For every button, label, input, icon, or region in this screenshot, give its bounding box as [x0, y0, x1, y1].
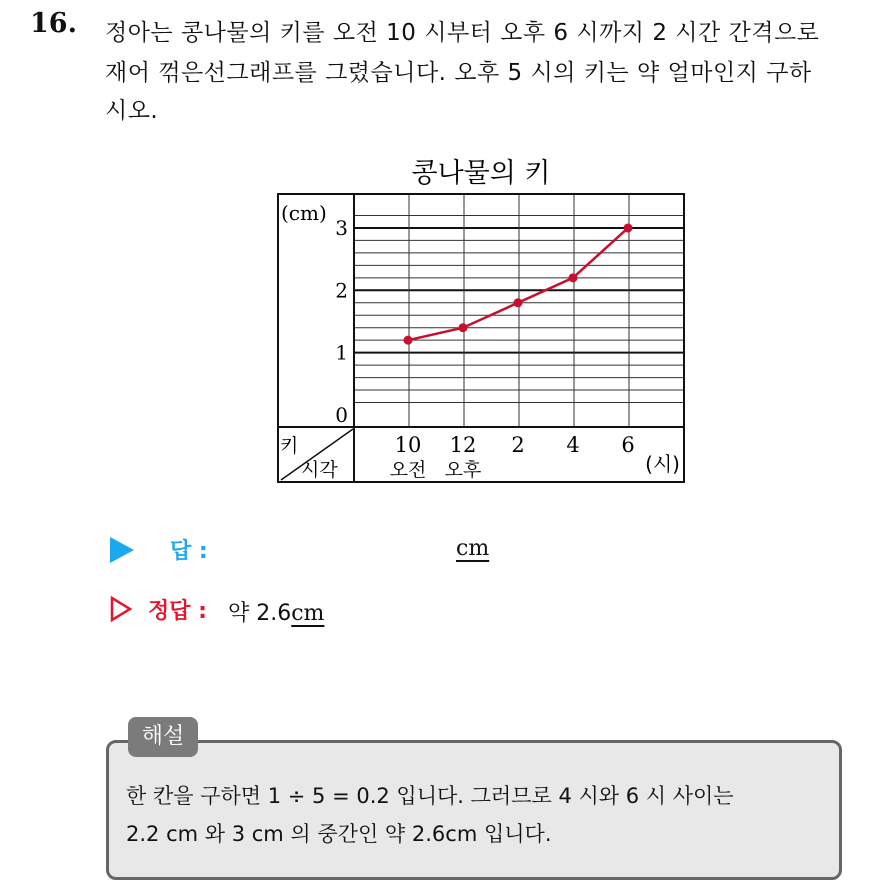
chart-title: 콩나물의 키 [411, 158, 551, 189]
solution-value [228, 596, 324, 627]
answer-label: 답 : [170, 539, 208, 564]
explanation-line: 한 칸을 구하면 1 ÷ 5 = 0.2 입니다. 그러므로 4 시와 6 시 사이는 [126, 784, 734, 808]
question-text-line: 재어 꺾은선그래프를 그렸습니다. 오후 5 시의 키는 약 얼마인지 구하 [105, 60, 812, 86]
corner-label-time: 시각 [301, 459, 338, 481]
data-point [624, 223, 633, 232]
x-tick-label: 12 [449, 433, 477, 457]
x-tick-sublabel: 오후 [444, 459, 482, 481]
play-triangle-icon [110, 537, 134, 563]
y-tick-label: 1 [335, 340, 348, 365]
corner-label-height: 키 [280, 435, 299, 457]
x-tick-label: 10 [394, 433, 422, 457]
solution-label: 정답 : [148, 599, 207, 624]
y-tick-label: 2 [335, 278, 348, 303]
data-point [459, 323, 468, 332]
y-axis-unit: (cm) [281, 201, 327, 225]
data-point [569, 273, 578, 282]
y-tick-label: 0 [335, 403, 348, 427]
explanation-box [106, 740, 842, 880]
question-text-line: 시오. [105, 98, 159, 124]
series-line [408, 228, 628, 340]
outline-triangle-icon [110, 596, 132, 622]
solution-text: 약 2.6 [228, 601, 292, 626]
explanation-line: 2.2 cm 와 3 cm 의 중간인 약 2.6cm 입니다. [126, 822, 552, 846]
x-tick-label: 6 [621, 433, 635, 457]
solution-unit: cm [291, 601, 325, 626]
question-number: 16. [30, 8, 77, 39]
data-point [404, 336, 413, 345]
x-tick-sublabel: 오전 [389, 459, 427, 481]
x-axis-unit: (시) [645, 452, 680, 476]
explanation-tab: 해설 [128, 717, 198, 757]
data-point [514, 298, 523, 307]
x-tick-label: 4 [566, 433, 580, 457]
question-text-line: 정아는 콩나물의 키를 오전 10 시부터 오후 6 시까지 2 시간 간격으로 [105, 20, 820, 46]
answer-unit: cm [456, 536, 490, 561]
x-tick-label: 2 [511, 433, 525, 457]
y-tick-label: 3 [335, 215, 348, 240]
